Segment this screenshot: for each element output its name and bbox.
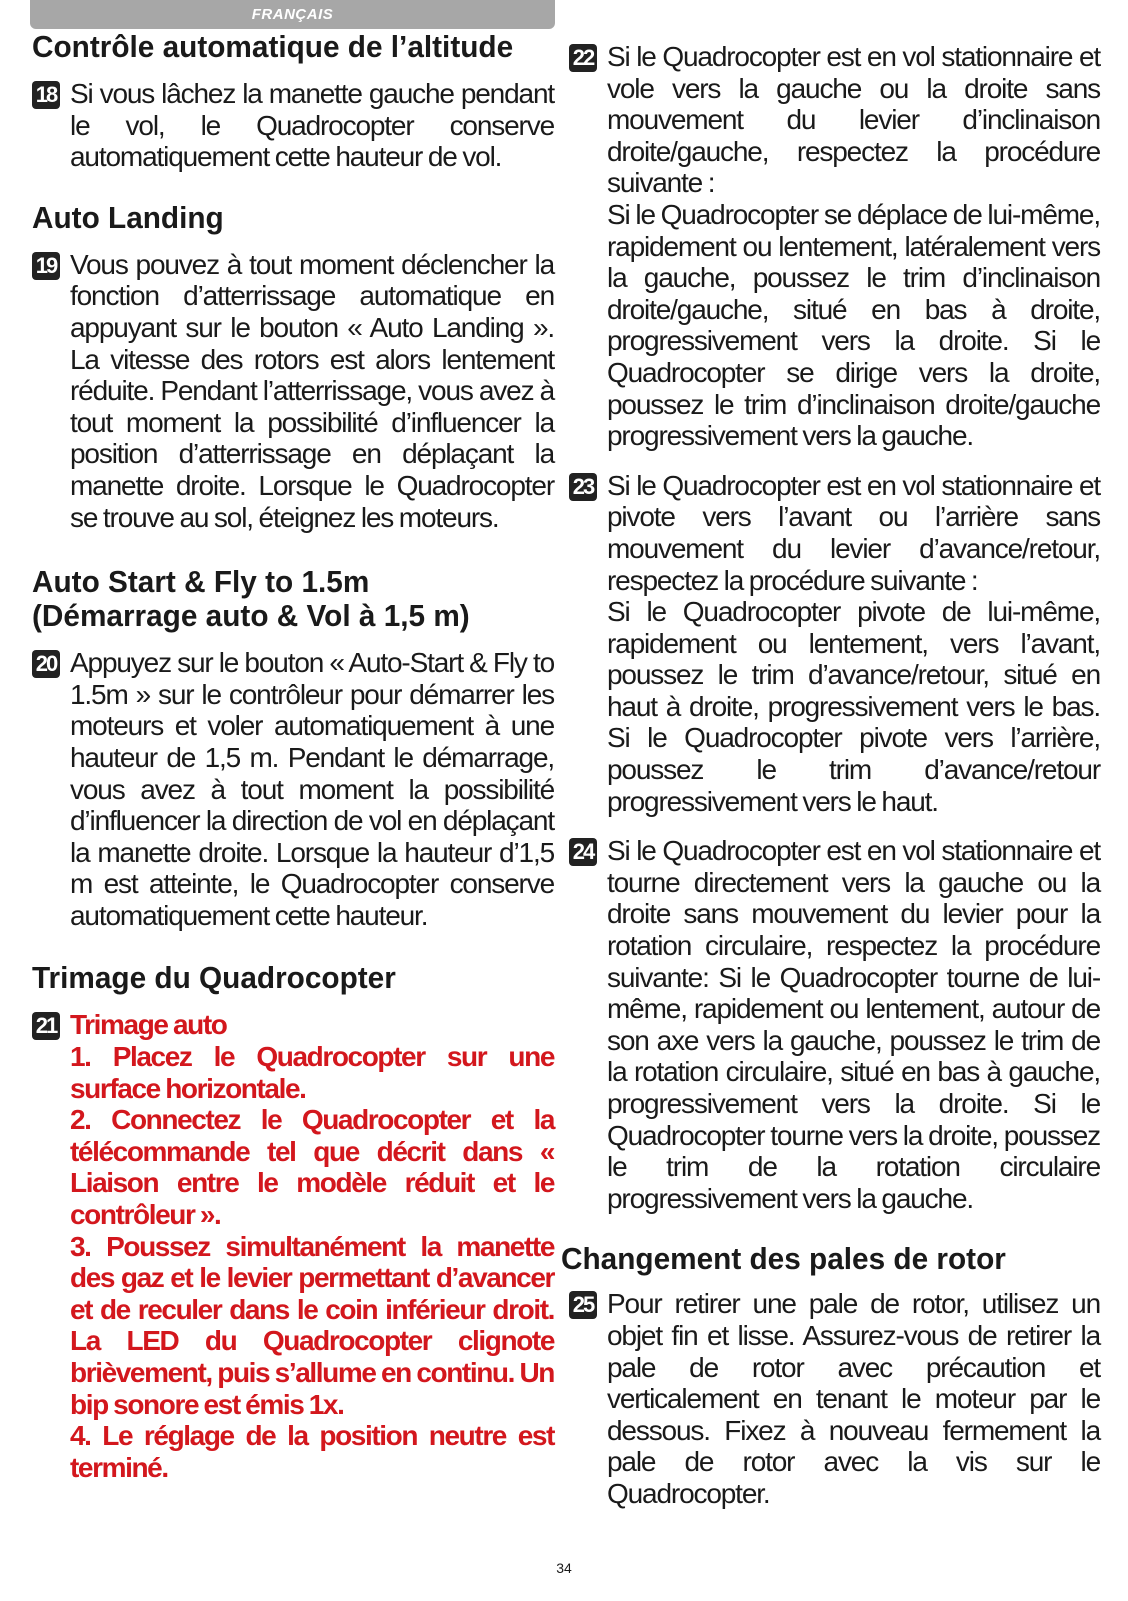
instruction-23 (569, 470, 1100, 818)
right-column (561, 41, 1100, 1510)
step-badge-23: 23 (569, 473, 597, 501)
step-badge-25: 25 (569, 1291, 597, 1319)
instruction-20-text: Appuyez sur le bouton « Auto-Start & Fly to 1.5m » sur le contrôleur pour démarrer les moteurs et voler automatiquement à une hauteur de 1,5 m. Pendant le démarrage, vous avez à tout moment la possibilité d’influencer la direction de vol en déplaçant la manette droite. Lorsque la hauteur d’1,5 m est atteinte, le Quadrocopter conserve automatiquement cette hauteur. (70, 647, 554, 931)
heading-trimming: Trimage du Quadrocopter (32, 960, 396, 996)
instruction-23-procedure: Si le Quadrocopter pivote de lui-même, rapidement ou lentement, vers l’avant, poussez le trim d’avance/retour, situé en haut à droite, progressivement vers le bas. Si le Quadrocopter pivote vers l’arrière, poussez le trim d’avance/retour progressivement vers le haut. (607, 596, 1100, 817)
heading-auto-start-line1: Auto Start & Fly to 1.5m (32, 564, 370, 600)
heading-auto-start-line2: (Démarrage auto & Vol à 1,5 m) (32, 598, 470, 634)
instruction-19-text: Vous pouvez à tout moment déclencher la fonction d’atterrissage automatique en appuyant sur le bouton « Auto Landing ». La vitesse des rotors est alors lentement réduite. Pendant l’atterrissage, vous avez à tout moment la possibilité d’influencer la position d’atterrissage en déplaçant la manette droite. Lorsque le Quadrocopter se trouve au sol, éteignez les moteurs. (70, 248, 554, 533)
step-badge-24: 24 (569, 838, 597, 866)
left-column (32, 30, 554, 1483)
auto-trim-step-1: 1. Placez le Quadrocopter sur une surface horizontale. (70, 1041, 554, 1104)
auto-trim-title: Trimage auto (70, 1009, 227, 1041)
instruction-20 (32, 647, 554, 931)
instruction-22 (569, 41, 1100, 452)
heading-altitude-control: Contrôle automatique de l’altitude (32, 29, 514, 64)
step-badge-20: 20 (32, 650, 60, 678)
instruction-25 (569, 1288, 1100, 1509)
step-badge-21: 21 (32, 1012, 60, 1040)
heading-auto-landing: Auto Landing (32, 199, 224, 235)
step-badge-22: 22 (569, 44, 597, 72)
auto-trim-step-4: 4. Le réglage de la position neutre est terminé. (70, 1420, 554, 1483)
instruction-24-text: Si le Quadrocopter est en vol stationnaire et tourne directement vers la gauche ou la droite sans mouvement du levier pour la rotation circulaire, respectez la procédure suivante: Si le Quadrocopter tourne de lui-même, rapidement ou lentement, autour de son axe vers la gauche, poussez le trim de la rotation circulaire, situé en bas à gauche, progressivement vers la droite. Si le Quadrocopter tourne vers la droite, poussez le trim de la rotation circulaire progressivement vers la gauche. (607, 835, 1100, 1214)
instruction-19 (32, 249, 554, 533)
language-tab: FRANÇAIS (30, 0, 555, 29)
instruction-22-procedure: Si le Quadrocopter se déplace de lui-même, rapidement ou lentement, latéralement vers la gauche, poussez le trim d’inclinaison droite/gauche, situé en bas à droite, progressivement vers la droite. Si le Quadrocopter se dirige vers la droite, poussez le trim d’inclinaison droite/gauche progressivement vers la gauche. (607, 198, 1100, 452)
heading-rotor-blade-change: Changement des pales de rotor (561, 1241, 1006, 1277)
instruction-18-text: Si vous lâchez la manette gauche pendant le vol, le Quadrocopter conserve automatiquement cette hauteur de vol. (70, 78, 554, 173)
instruction-21 (32, 1009, 554, 1483)
auto-trim-step-2: 2. Connectez le Quadrocopter et la télécommande tel que décrit dans « Liaison entre le modèle réduit et le contrôleur ». (70, 1104, 554, 1231)
instruction-18 (32, 78, 554, 173)
step-badge-19: 19 (32, 252, 60, 280)
instruction-22-text: Si le Quadrocopter est en vol stationnaire et vole vers la gauche ou la droite sans mouvement du levier d’inclinaison droite/gauche, respectez la procédure suivante : (607, 41, 1100, 199)
page-number: 34 (556, 1560, 572, 1576)
instruction-23-text: Si le Quadrocopter est en vol stationnaire et pivote vers l’avant ou l’arrière sans mouvement du levier d’avance/retour, respectez la procédure suivante : (607, 469, 1100, 596)
auto-trim-step-3: 3. Poussez simultanément la manette des gaz et le levier permettant d’avancer et de reculer dans le coin inférieur droit. La LED du Quadrocopter clignote brièvement, puis s’allume en continu. Un bip sonore est émis 1x. (70, 1230, 554, 1420)
instruction-24 (569, 835, 1100, 1214)
step-badge-18: 18 (32, 81, 60, 109)
instruction-25-text: Pour retirer une pale de rotor, utilisez un objet fin et lisse. Assurez-vous de retirer la pale de rotor avec précaution et verticalement en tenant le moteur par le dessous. Fixez à nouveau fermement la pale de rotor avec la vis sur le Quadrocopter. (607, 1288, 1100, 1509)
